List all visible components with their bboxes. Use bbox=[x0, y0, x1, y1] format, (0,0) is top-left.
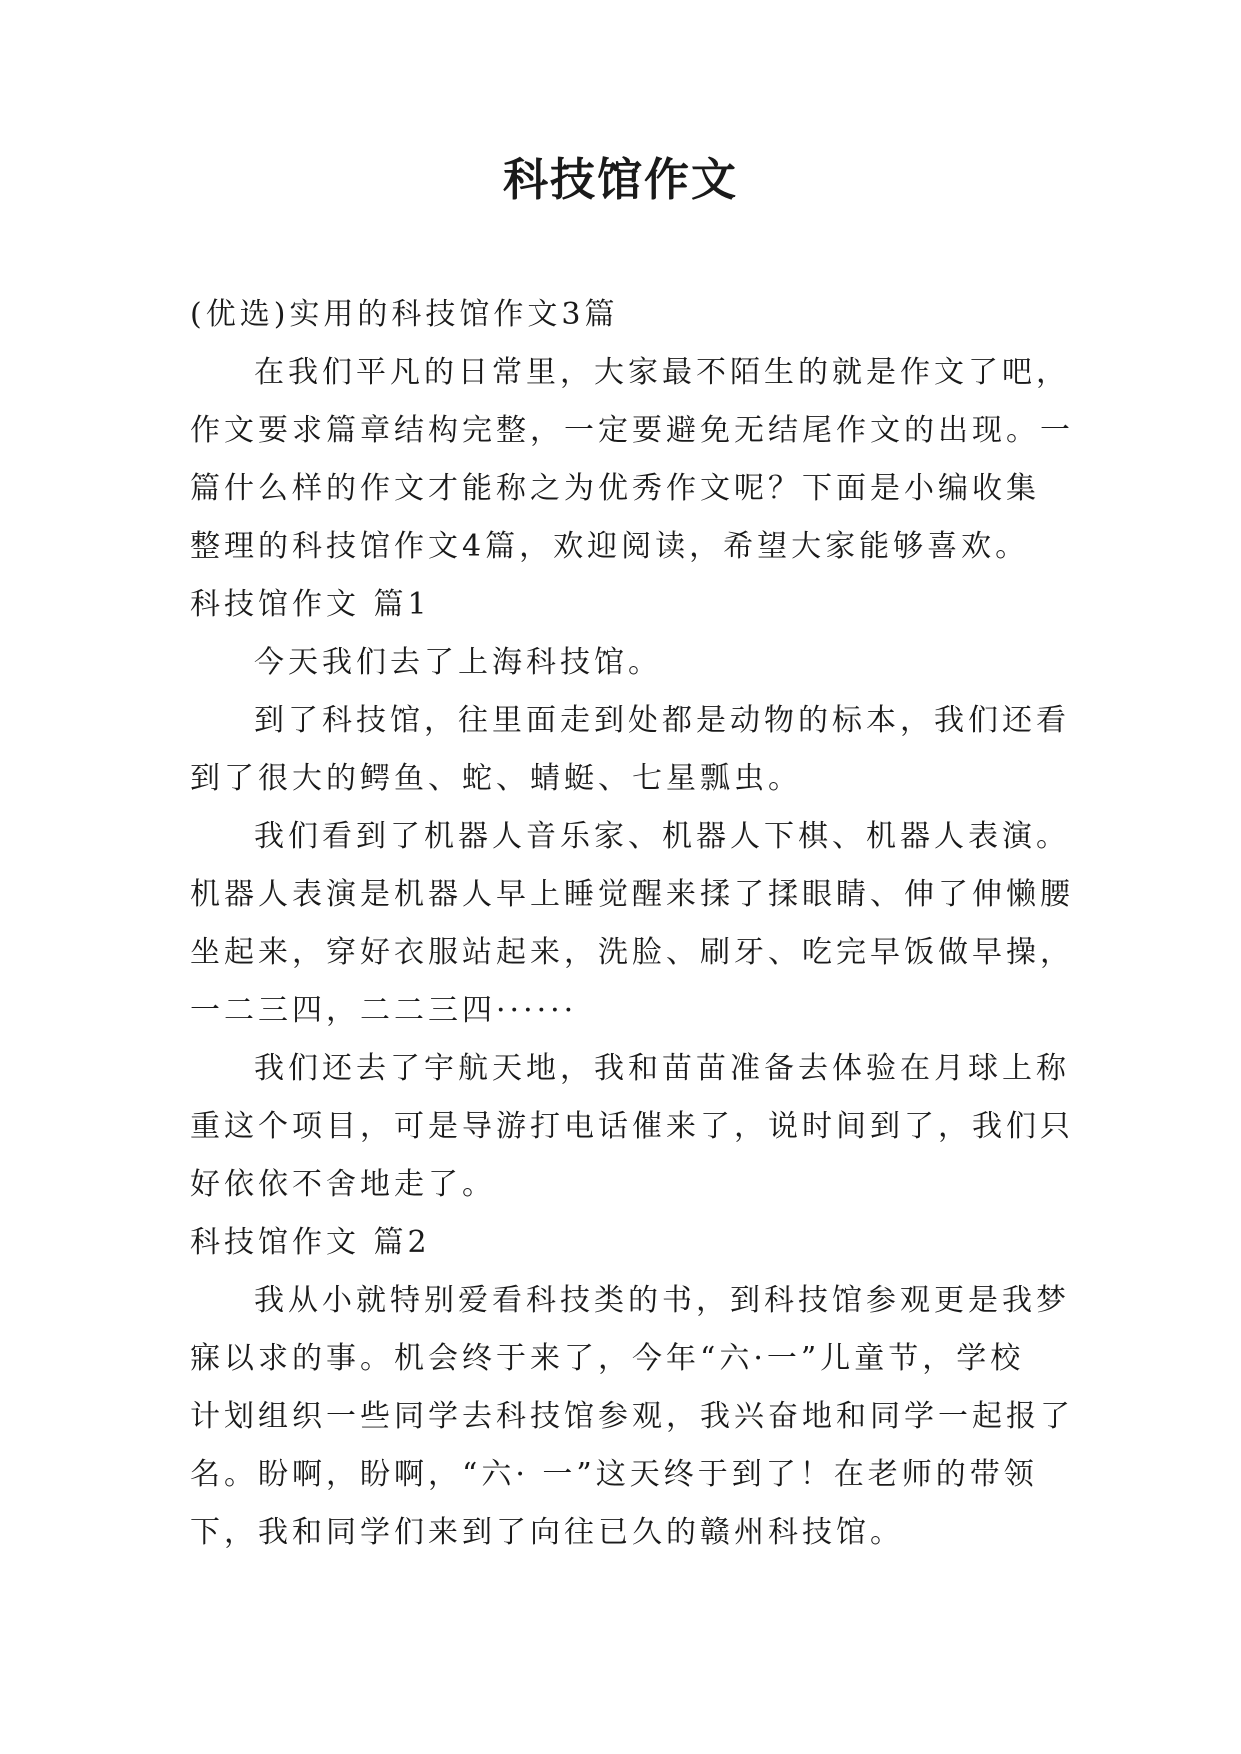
document-body bbox=[190, 286, 1074, 1562]
body-line: 我从小就特别爱看科技类的书，到科技馆参观更是我梦 bbox=[254, 1283, 1070, 1318]
body-line: 整理的科技馆作文4篇，欢迎阅读，希望大家能够喜欢。 bbox=[190, 529, 1030, 564]
body-line: 今天我们去了上海科技馆。 bbox=[254, 645, 662, 680]
body-line: 下，我和同学们来到了向往已久的赣州科技馆。 bbox=[190, 1515, 904, 1550]
body-line: (优选)实用的科技馆作文3篇 bbox=[190, 297, 619, 332]
body-line: 我们看到了机器人音乐家、机器人下棋、机器人表演。 bbox=[254, 819, 1070, 854]
body-line: 篇什么样的作文才能称之为优秀作文呢？下面是小编收集 bbox=[190, 471, 1040, 506]
section-heading: 科技馆作文 篇1 bbox=[190, 587, 431, 622]
body-line: 重这个项目，可是导游打电话催来了，说时间到了，我们只 bbox=[190, 1109, 1074, 1144]
body-line: 名。盼啊，盼啊，“六· 一”这天终于到了！在老师的带领 bbox=[190, 1457, 1038, 1492]
document-title: 科技馆作文 bbox=[502, 153, 738, 206]
body-line: 到了很大的鳄鱼、蛇、蜻蜓、七星瓢虫。 bbox=[190, 761, 802, 796]
body-line: 坐起来，穿好衣服站起来，洗脸、刷牙、吃完早饭做早操， bbox=[190, 935, 1074, 970]
section-heading: 科技馆作文 篇2 bbox=[190, 1225, 431, 1260]
body-line: 寐以求的事。机会终于来了，今年“六·一”儿童节，学校 bbox=[190, 1341, 1025, 1376]
body-line: 作文要求篇章结构完整，一定要避免无结尾作文的出现。一 bbox=[190, 413, 1074, 448]
body-line: 一二三四，二二三四······ bbox=[190, 993, 578, 1028]
body-line: 到了科技馆，往里面走到处都是动物的标本，我们还看 bbox=[254, 703, 1070, 738]
body-line: 在我们平凡的日常里，大家最不陌生的就是作文了吧， bbox=[254, 355, 1070, 390]
body-line: 计划组织一些同学去科技馆参观，我兴奋地和同学一起报了 bbox=[190, 1399, 1074, 1434]
body-line: 好依依不舍地走了。 bbox=[190, 1167, 496, 1202]
body-line: 机器人表演是机器人早上睡觉醒来揉了揉眼睛、伸了伸懒腰 bbox=[190, 877, 1074, 912]
body-line: 我们还去了宇航天地，我和苗苗准备去体验在月球上称 bbox=[254, 1051, 1070, 1086]
